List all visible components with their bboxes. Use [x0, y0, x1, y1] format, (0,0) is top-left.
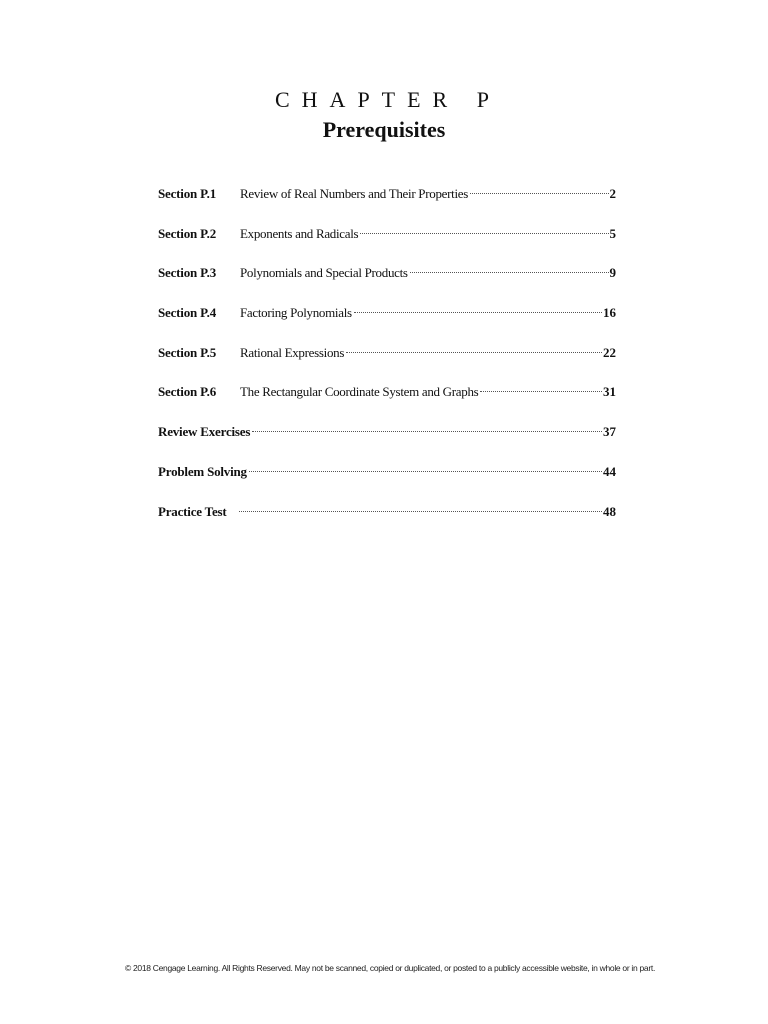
toc-extra-title: Practice Test — [158, 503, 227, 519]
toc-page-number: 44 — [603, 463, 616, 479]
toc-extra-title: Problem Solving — [158, 463, 247, 479]
toc-section-label: Section P.1 — [158, 186, 216, 201]
toc-page-number: 37 — [603, 424, 616, 440]
chapter-title: Prerequisites — [322, 117, 446, 142]
toc-dot-leader — [410, 271, 609, 273]
toc-row-problem-solving[interactable] — [158, 462, 616, 502]
toc-page-number: 5 — [609, 225, 616, 241]
toc-dot-leader — [354, 311, 602, 313]
toc-section-label: Section P.6 — [158, 384, 216, 400]
toc-row-section-p6[interactable] — [158, 382, 616, 422]
table-of-contents — [158, 184, 616, 541]
toc-page-number: 31 — [603, 384, 616, 400]
toc-dot-leader — [480, 390, 602, 392]
toc-dot-leader — [346, 351, 602, 353]
toc-dot-leader — [360, 232, 608, 234]
toc-row-section-p3[interactable] — [158, 263, 616, 303]
toc-row-section-p1[interactable] — [158, 184, 616, 224]
toc-row-section-p5[interactable] — [158, 343, 616, 383]
toc-section-label: Section P.4 — [158, 305, 216, 321]
toc-page-number: 9 — [609, 265, 616, 281]
toc-section-title: Rational Expressions — [240, 344, 345, 360]
copyright-footer: © 2018 Cengage Learning. All Rights Reserved. May not be scanned, copied or duplicated, or posted to a publicly accessible website, in whole or in part. — [124, 963, 656, 973]
toc-row-review-exercises[interactable] — [158, 422, 616, 462]
toc-section-label: Section P.5 — [158, 344, 216, 360]
toc-section-title: The Rectangular Coordinate System and Graphs — [240, 384, 479, 400]
toc-row-section-p2[interactable] — [158, 224, 616, 264]
chapter-heading: CHAPTER P — [275, 87, 501, 112]
toc-page-number: 22 — [603, 344, 616, 360]
toc-section-title: Exponents and Radicals — [240, 225, 359, 241]
toc-section-label: Section P.3 — [158, 265, 216, 281]
toc-section-label: Section P.2 — [158, 225, 216, 241]
toc-section-title: Polynomials and Special Products — [240, 265, 408, 281]
toc-page-number: 2 — [609, 186, 616, 201]
toc-dot-leader — [252, 430, 602, 432]
toc-page-number: 16 — [603, 305, 616, 321]
toc-dot-leader — [249, 470, 602, 472]
toc-row-section-p4[interactable] — [158, 303, 616, 343]
toc-page-number: 48 — [603, 503, 616, 519]
toc-extra-title: Review Exercises — [158, 424, 251, 440]
toc-dot-leader — [239, 510, 602, 512]
toc-row-practice-test[interactable] — [158, 502, 616, 542]
toc-dot-leader — [470, 192, 608, 194]
toc-section-title: Factoring Polynomials — [240, 305, 352, 321]
toc-section-title: Review of Real Numbers and Their Properties — [240, 186, 469, 201]
